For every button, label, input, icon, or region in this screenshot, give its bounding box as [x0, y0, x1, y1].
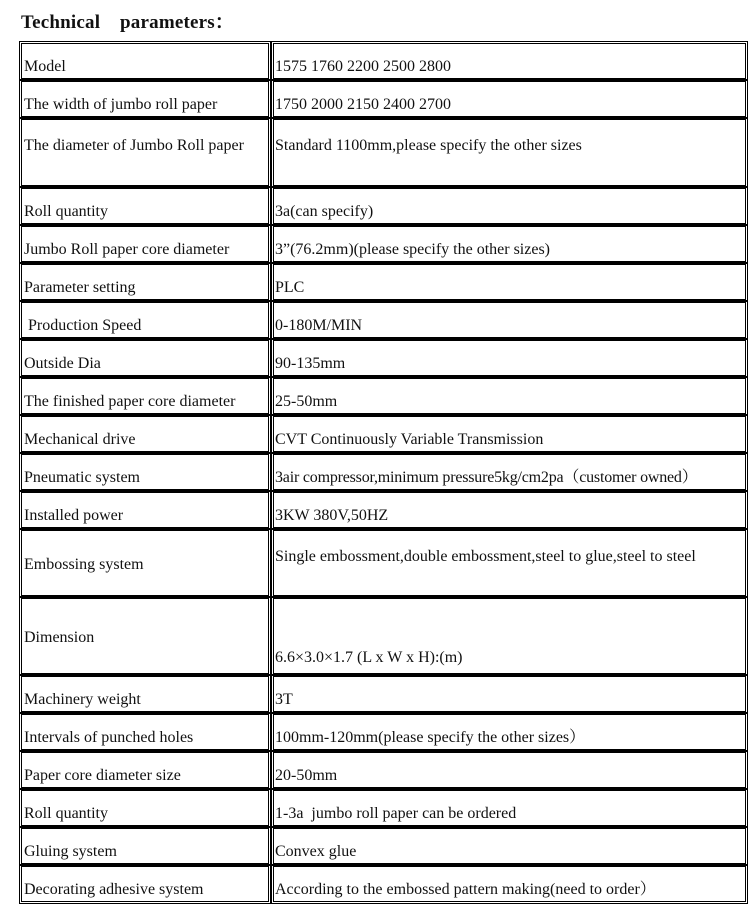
parameter-value: 100mm-120mm(please specify the other sizes）: [273, 714, 746, 750]
table-row: [20, 416, 748, 454]
parameter-label: Paper core diameter size: [21, 752, 269, 788]
parameter-label: Decorating adhesive system: [21, 866, 269, 902]
table-row: [20, 81, 748, 119]
parameter-value: 3T: [273, 676, 746, 712]
parameter-label: Roll quantity: [21, 790, 269, 826]
parameter-value: According to the embossed pattern making(need to order）: [273, 866, 746, 902]
parameter-label: The finished paper core diameter: [21, 378, 269, 414]
parameter-label: Parameter setting: [21, 264, 269, 300]
parameter-value: 1575 1760 2200 2500 2800: [273, 43, 746, 79]
parameter-label: Intervals of punched holes: [21, 714, 269, 750]
parameter-label: Production Speed: [21, 302, 269, 338]
parameter-value: Single embossment,double embossment,steel to glue,steel to steel: [273, 530, 746, 596]
table-row: [20, 598, 748, 676]
parameter-label: Roll quantity: [21, 188, 269, 224]
table-row: [20, 866, 748, 904]
parameter-value: 0-180M/MIN: [273, 302, 746, 338]
parameter-value: 3”(76.2mm)(please specify the other sizes): [273, 226, 746, 262]
page-title: Technical parameters：: [21, 12, 235, 33]
table-row: [20, 226, 748, 264]
parameter-value: 1-3a jumbo roll paper can be ordered: [273, 790, 746, 826]
parameter-label: The diameter of Jumbo Roll paper: [21, 119, 269, 186]
parameter-value: PLC: [273, 264, 746, 300]
parameter-label: Gluing system: [21, 828, 269, 864]
table-row: [20, 492, 748, 530]
table-row: [20, 264, 748, 302]
table-row: [20, 188, 748, 226]
table-row: [20, 119, 748, 188]
table-row: [20, 378, 748, 416]
parameter-label: Installed power: [21, 492, 269, 528]
parameter-value: 90-135mm: [273, 340, 746, 376]
table-row: [20, 454, 748, 492]
table-row: [20, 714, 748, 752]
parameter-label: Jumbo Roll paper core diameter: [21, 226, 269, 262]
parameter-value: Standard 1100mm,please specify the other sizes: [273, 119, 746, 186]
table-row: [20, 676, 748, 714]
parameter-label: Model: [21, 43, 269, 79]
parameter-value: 6.6×3.0×1.7 (L x W x H):(m): [273, 598, 746, 674]
parameter-value: 3a(can specify): [273, 188, 746, 224]
table-row: [20, 752, 748, 790]
parameter-value: 3KW 380V,50HZ: [273, 492, 746, 528]
parameter-value: 3air compressor,minimum pressure5kg/cm2pa（customer owned）: [273, 454, 746, 490]
parameter-value: 25-50mm: [273, 378, 746, 414]
table-row: [20, 302, 748, 340]
parameter-value: 20-50mm: [273, 752, 746, 788]
parameter-value: 1750 2000 2150 2400 2700: [273, 81, 746, 117]
parameter-label: Outside Dia: [21, 340, 269, 376]
parameter-label: Pneumatic system: [21, 454, 269, 490]
table-row: [20, 530, 748, 598]
table-row: [20, 43, 748, 81]
parameter-label: The width of jumbo roll paper: [21, 81, 269, 117]
table-row: [20, 340, 748, 378]
parameter-label: Embossing system: [21, 530, 269, 596]
parameter-value: Convex glue: [273, 828, 746, 864]
parameter-label: Dimension: [21, 598, 269, 674]
table-row: [20, 790, 748, 828]
parameter-label: Machinery weight: [21, 676, 269, 712]
table-row: [20, 828, 748, 866]
parameter-label: Mechanical drive: [21, 416, 269, 452]
parameter-value: CVT Continuously Variable Transmission: [273, 416, 746, 452]
